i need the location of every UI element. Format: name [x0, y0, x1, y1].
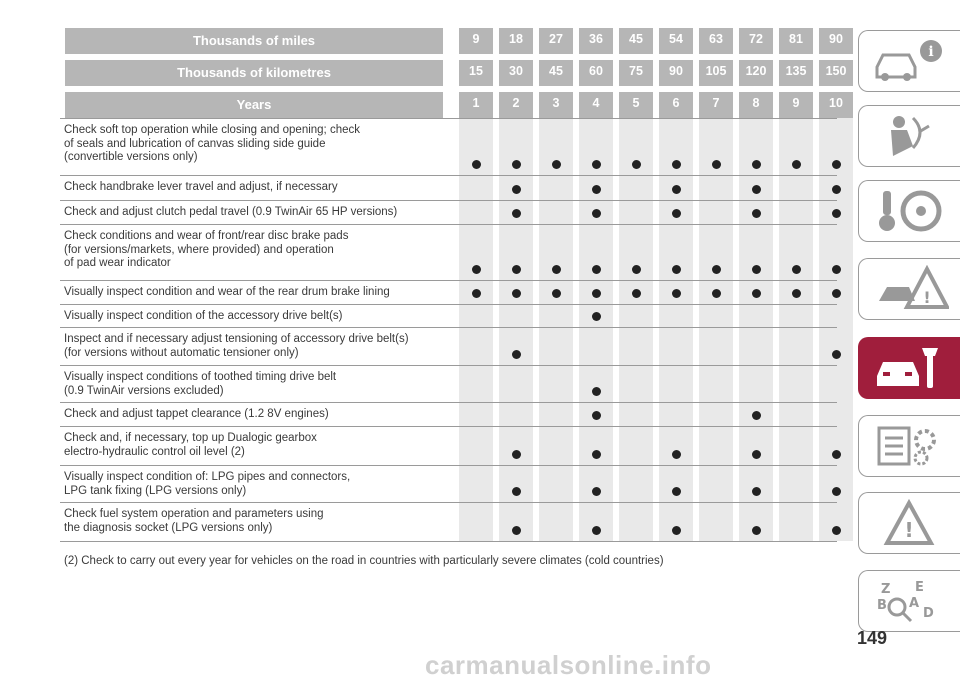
check-dot	[832, 160, 841, 169]
header-label: Thousands of miles	[65, 28, 443, 54]
table-row-text: Check and adjust clutch pedal travel (0.9 TwinAir 65 HP versions)	[64, 206, 398, 218]
header-cell: 105	[699, 60, 733, 86]
check-dot	[792, 160, 801, 169]
check-dot	[512, 526, 521, 535]
check-dot	[672, 289, 681, 298]
svg-text:i: i	[928, 44, 934, 60]
table-row-text: Visually inspect condition and wear of the rear drum brake lining	[64, 286, 390, 298]
header-cell: 120	[739, 60, 773, 86]
check-dot	[592, 209, 601, 218]
check-dot	[512, 350, 521, 359]
side-tab-5[interactable]	[858, 337, 960, 399]
header-cell: 2	[499, 92, 533, 118]
check-dot	[512, 450, 521, 459]
header-label: Years	[65, 92, 443, 118]
row-divider	[60, 280, 837, 281]
check-dot	[512, 209, 521, 218]
header-cell: 6	[659, 92, 693, 118]
check-dot	[512, 289, 521, 298]
header-cell: 9	[779, 92, 813, 118]
check-dot	[632, 289, 641, 298]
column-stripe	[659, 118, 693, 541]
check-dot	[672, 185, 681, 194]
header-cell: 72	[739, 28, 773, 54]
check-dot	[832, 209, 841, 218]
check-dot	[752, 185, 761, 194]
header-cell: 54	[659, 28, 693, 54]
header-cell: 27	[539, 28, 573, 54]
page-number: 149	[857, 628, 888, 648]
table-row-text: Check soft top operation while closing and opening; check of seals and lubrication of canvas sliding side guide (convertible versions only)	[64, 124, 360, 163]
svg-text:A: A	[909, 596, 920, 611]
check-dot	[592, 289, 601, 298]
check-dot	[512, 265, 521, 274]
header-cell: 18	[499, 28, 533, 54]
side-tab-4[interactable]	[858, 258, 960, 320]
check-dot	[632, 265, 641, 274]
row-divider	[60, 327, 837, 328]
side-tab-1[interactable]	[858, 30, 960, 92]
watermark: carmanualsonline.info	[425, 650, 712, 680]
row-divider	[60, 224, 837, 225]
header-cell: 1	[459, 92, 493, 118]
check-dot	[472, 160, 481, 169]
check-dot	[592, 411, 601, 420]
header-label: Thousands of kilometres	[65, 60, 443, 86]
table-row-text: Visually inspect condition of: LPG pipes and connectors, LPG tank fixing (LPG versions only)	[64, 471, 351, 497]
check-dot	[752, 289, 761, 298]
table-row-text: Check fuel system operation and parameters using the diagnosis socket (LPG versions only)	[64, 508, 324, 534]
row-divider	[60, 465, 837, 466]
check-dot	[672, 450, 681, 459]
check-dot	[712, 289, 721, 298]
header-cell: 45	[619, 28, 653, 54]
header-cell: 60	[579, 60, 613, 86]
check-dot	[592, 160, 601, 169]
check-dot	[832, 487, 841, 496]
side-tab-3[interactable]	[858, 180, 960, 242]
svg-text:!: !	[923, 288, 931, 307]
check-dot	[752, 526, 761, 535]
column-stripe	[699, 118, 733, 541]
header-cell: 36	[579, 28, 613, 54]
side-tab-6[interactable]	[858, 415, 960, 477]
check-dot	[752, 160, 761, 169]
check-dot	[592, 487, 601, 496]
check-dot	[552, 160, 561, 169]
check-dot	[832, 185, 841, 194]
column-stripe	[739, 118, 773, 541]
row-divider	[60, 402, 837, 403]
header-cell: 8	[739, 92, 773, 118]
check-dot	[672, 487, 681, 496]
check-dot	[472, 289, 481, 298]
table-row-text: Visually inspect condition of the accessory drive belt(s)	[64, 310, 343, 322]
table-row-text: Check conditions and wear of front/rear disc brake pads (for versions/markets, where provided) and operation of pad wear indicator	[64, 230, 349, 269]
row-divider	[60, 304, 837, 305]
check-dot	[592, 312, 601, 321]
header-cell: 150	[819, 60, 853, 86]
row-divider	[60, 502, 837, 503]
check-dot	[552, 265, 561, 274]
check-dot	[752, 265, 761, 274]
check-dot	[592, 450, 601, 459]
check-dot	[592, 185, 601, 194]
check-dot	[592, 387, 601, 396]
row-divider	[60, 541, 837, 542]
column-stripe	[779, 118, 813, 541]
check-dot	[752, 450, 761, 459]
header-cell: 15	[459, 60, 493, 86]
header-cell: 7	[699, 92, 733, 118]
check-dot	[672, 160, 681, 169]
check-dot	[712, 160, 721, 169]
svg-text:E: E	[915, 580, 924, 595]
check-dot	[512, 185, 521, 194]
header-cell: 90	[659, 60, 693, 86]
header-cell: 4	[579, 92, 613, 118]
svg-text:Z: Z	[881, 582, 891, 597]
header-cell: 45	[539, 60, 573, 86]
check-dot	[512, 160, 521, 169]
check-dot	[832, 450, 841, 459]
header-cell: 3	[539, 92, 573, 118]
check-dot	[752, 209, 761, 218]
header-cell: 81	[779, 28, 813, 54]
check-dot	[552, 289, 561, 298]
svg-text:D: D	[923, 606, 934, 621]
header-cell: 30	[499, 60, 533, 86]
table-row-text: Check handbrake lever travel and adjust, if necessary	[64, 181, 338, 193]
header-cell: 63	[699, 28, 733, 54]
header-cell: 5	[619, 92, 653, 118]
check-dot	[512, 487, 521, 496]
table-row-text: Check and adjust tappet clearance (1.2 8V engines)	[64, 408, 329, 420]
side-tab-2[interactable]	[858, 105, 960, 167]
row-divider	[60, 175, 837, 176]
check-dot	[672, 209, 681, 218]
header-cell: 90	[819, 28, 853, 54]
table-row-text: Inspect and if necessary adjust tensioning of accessory drive belt(s) (for versions without automatic tensioner only)	[64, 333, 409, 359]
header-cell: 10	[819, 92, 853, 118]
check-dot	[752, 411, 761, 420]
side-tab-8[interactable]	[858, 570, 960, 632]
header-cell: 135	[779, 60, 813, 86]
column-stripe	[459, 118, 493, 541]
check-dot	[832, 526, 841, 535]
check-dot	[752, 487, 761, 496]
column-stripe	[819, 118, 853, 541]
check-dot	[712, 265, 721, 274]
check-dot	[672, 265, 681, 274]
svg-text:!: !	[904, 518, 914, 542]
svg-text:B: B	[877, 598, 887, 613]
check-dot	[792, 289, 801, 298]
table-row-text: Check and, if necessary, top up Dualogic gearbox electro-hydraulic control oil level (2)	[64, 432, 317, 458]
check-dot	[832, 289, 841, 298]
column-stripe	[539, 118, 573, 541]
header-cell: 9	[459, 28, 493, 54]
check-dot	[832, 350, 841, 359]
row-divider	[60, 200, 837, 201]
check-dot	[672, 526, 681, 535]
side-tab-7[interactable]	[858, 492, 960, 554]
check-dot	[832, 265, 841, 274]
check-dot	[592, 265, 601, 274]
row-divider	[60, 118, 837, 119]
column-stripe	[619, 118, 653, 541]
row-divider	[60, 426, 837, 427]
header-cell: 75	[619, 60, 653, 86]
check-dot	[472, 265, 481, 274]
column-stripe	[499, 118, 533, 541]
table-row-text: Visually inspect conditions of toothed timing drive belt (0.9 TwinAir versions excluded)	[64, 371, 337, 397]
check-dot	[792, 265, 801, 274]
check-dot	[592, 526, 601, 535]
check-dot	[632, 160, 641, 169]
column-stripe	[579, 118, 613, 541]
footnote: (2) Check to carry out every year for vehicles on the road in countries with particularly severe climates (cold countries)	[64, 555, 664, 567]
row-divider	[60, 365, 837, 366]
